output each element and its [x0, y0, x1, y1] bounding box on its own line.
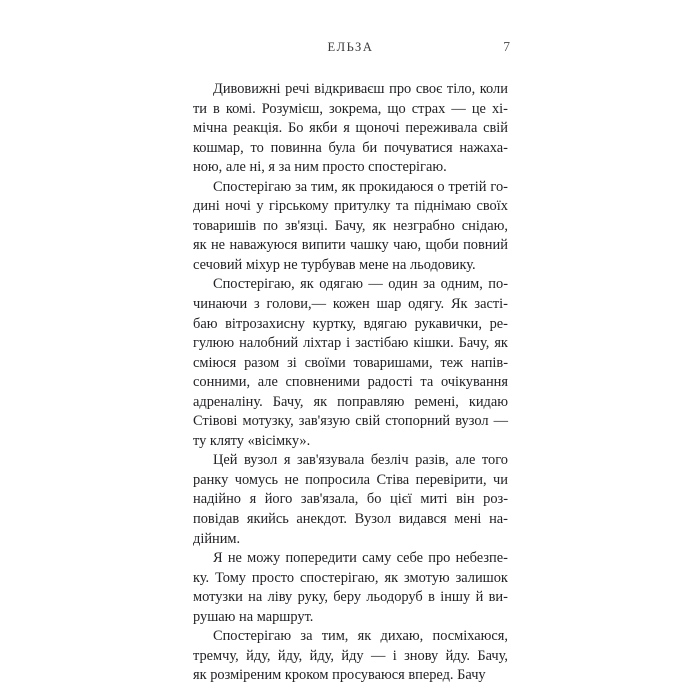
text-line: надійно я його зав'язала, бо цієї миті він роз-	[193, 491, 508, 508]
text-line: Я не можу попередити саму себе про небезпе-	[213, 550, 508, 567]
text-line: мічна реакція. Бо якби я щоночі переживала свій	[193, 120, 508, 137]
running-head	[193, 40, 508, 60]
paragraph	[193, 549, 508, 627]
text-line: Спостерігаю за тим, як дихаю, посміхаюся,	[213, 628, 508, 645]
text-line: сонними, але сповненими радості та очікування	[193, 374, 508, 391]
text-line: мотузки на ліву руку, беру льодоруб в іншу й ви-	[193, 589, 508, 606]
text-line: ти в комі. Розумієш, зокрема, що страх — це хі-	[193, 100, 508, 117]
paragraph	[193, 451, 508, 549]
text-line: ранку чомусь не попросила Стіва перевірити, чи	[193, 471, 508, 488]
running-head-title: ЕЛЬЗА	[327, 40, 374, 54]
text-line: Спостерігаю за тим, як прокидаюся о третій го-	[213, 178, 508, 195]
text-line: гулюю налобний ліхтар і застібаю кішки. Бачу, як	[193, 335, 508, 352]
page-number: 7	[503, 39, 510, 54]
text-line: товаришів по зв'язці. Бачу, як незграбно снідаю,	[193, 217, 508, 234]
body-text	[193, 80, 508, 686]
text-line: Цей вузол я зав'язувала безліч разів, але того	[213, 452, 508, 469]
text-line: як не наважуюся випити чашку чаю, щоби повний	[193, 237, 508, 254]
text-line: ту кляту «вісімку».	[193, 432, 311, 449]
text-line: сміюся разом зі своїми товаришами, теж напів-	[193, 354, 508, 371]
paragraph	[193, 178, 508, 276]
text-line: повідав якийсь анекдот. Вузол видався мені на-	[193, 511, 508, 528]
paragraph	[193, 627, 508, 686]
text-line: Стівові мотузку, зав'язую свій стопорний вузол —	[193, 413, 508, 430]
text-line: тремчу, йду, йду, йду, йду — і знову йду. Бачу,	[193, 647, 508, 664]
text-line: Спостерігаю, як одягаю — один за одним, по-	[213, 276, 508, 293]
text-line: дині ночі у гірському притулку та піднімаю своїх	[193, 198, 508, 215]
paragraph	[193, 275, 508, 451]
text-line: чинаючи з голови,— кожен шар одягу. Як засті-	[193, 296, 508, 313]
text-line: ною, але ні, я за ним просто спостерігаю.	[193, 159, 447, 176]
text-line: Дивовижні речі відкриваєш про своє тіло, коли	[213, 81, 508, 97]
text-line: дійним.	[193, 530, 241, 547]
text-line: адреналіну. Бачу, як поправляю ремені, кидаю	[193, 393, 508, 410]
text-line: сечовий міхур не турбував мене на льодовику.	[193, 256, 476, 273]
text-line: рушаю на маршрут.	[193, 608, 314, 625]
text-line: ку. Тому просто спостерігаю, як змотую залишок	[193, 569, 508, 586]
text-line: кошмар, то повинна була би почуватися нажаха-	[193, 139, 508, 156]
text-line: баю вітрозахисну куртку, вдягаю рукавички, ре-	[193, 315, 508, 332]
text-line: як розміреним кроком просуваюся вперед. Бачу	[193, 667, 486, 684]
paragraph	[193, 80, 508, 178]
